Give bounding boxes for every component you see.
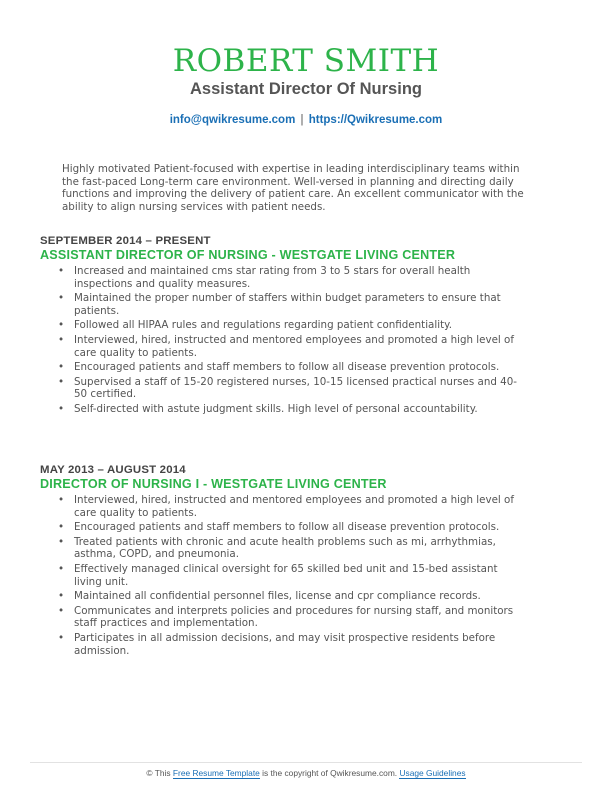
usage-guidelines-link[interactable]: Usage Guidelines [399,768,466,778]
list-item [58,376,528,401]
bullet-text: Supervised a staff of 15-20 registered nurses, 10-15 licensed practical nurses and 40-50 certified. [74,375,517,401]
list-item [58,361,528,374]
list-item [58,521,528,534]
list-item [58,319,528,332]
list-item [58,563,528,588]
footer [0,768,612,778]
bullet-text: Encouraged patients and staff members to follow all disease prevention protocols. [74,361,500,374]
bullet-icon: • [58,535,65,548]
bullet-icon: • [58,292,65,305]
bullet-text: Treated patients with chronic and acute health problems such as mi, arrhythmias, asthma, COPD, and pneumonia. [74,535,496,561]
job-bullets [40,494,560,657]
experience-entry-1 [40,235,560,418]
bullet-icon: • [58,375,65,388]
bullet-icon: • [58,361,65,374]
bullet-icon: • [58,333,65,346]
candidate-name: ROBERT SMITH [172,43,440,79]
job-bullets [40,265,560,416]
bullet-icon: • [58,631,65,644]
bullet-text: Self-directed with astute judgment skills. High level of personal accountability. [74,402,478,415]
list-item [58,494,528,519]
job-dates: MAY 2013 – AUGUST 2014 [40,464,186,476]
list-item [58,590,528,603]
footer-prefix: © This [146,768,171,778]
email-link[interactable]: info@qwikresume.com [169,114,296,126]
bullet-text: Maintained the proper number of staffers within budget parameters to ensure that patients. [74,292,501,317]
website-link[interactable]: https://Qwikresume.com [308,114,443,126]
list-item [58,605,528,630]
list-item [58,403,528,416]
list-item [58,632,528,657]
bullet-text: Interviewed, hired, instructed and mentored employees and promoted a high level of care quality to patients. [74,333,514,359]
bullet-icon: • [58,265,65,277]
list-item [58,536,528,561]
bullet-text: Encouraged patients and staff members to follow all disease prevention protocols. [74,521,500,534]
resume-header [0,44,612,127]
list-item [58,265,528,290]
job-role: DIRECTOR OF NURSING I - WESTGATE LIVING CENTER [40,477,387,491]
footer-middle: is the copyright of Qwikresume.com. [262,768,398,778]
bullet-text: Interviewed, hired, instructed and mentored employees and promoted a high level of care quality to patients. [74,494,514,519]
bullet-icon: • [58,562,65,575]
bullet-text: Increased and maintained cms star rating from 3 to 5 stars for overall health inspections and quality measures. [74,265,471,290]
free-resume-template-link[interactable]: Free Resume Template [172,768,260,778]
bullet-icon: • [58,402,65,415]
job-role: ASSISTANT DIRECTOR OF NURSING - WESTGATE LIVING CENTER [40,248,456,262]
bullet-icon: • [58,494,65,506]
bullet-text: Followed all HIPAA rules and regulations regarding patient confidentiality. [74,319,453,332]
bullet-icon: • [58,521,65,534]
candidate-title: Assistant Director Of Nursing [190,80,422,98]
contact-line [0,113,612,127]
footer-divider [30,762,582,763]
bullet-text: Maintained all confidential personnel files, license and cpr compliance records. [74,590,481,603]
list-item [58,292,528,317]
bullet-icon: • [58,590,65,603]
experience-entry-2 [40,464,560,659]
bullet-text: Participates in all admission decisions, and may visit prospective residents before admission. [74,631,496,657]
bullet-text: Effectively managed clinical oversight for 65 skilled bed unit and 15-bed assistant living unit. [74,562,498,588]
summary-paragraph: Highly motivated Patient-focused with expertise in leading interdisciplinary teams within the fast-paced Long-term care environment. Well-versed in planning and directing daily functions and improving the delivery of patient care. An excellent communicator with the ability to align nursing services with patient needs. [62,163,524,213]
contact-separator: | [300,114,304,126]
bullet-text: Communicates and interprets policies and procedures for nursing staff, and monitors staff practices and implementation. [74,604,514,630]
list-item [58,334,528,359]
bullet-icon: • [58,319,65,332]
job-dates: SEPTEMBER 2014 – PRESENT [40,235,211,247]
bullet-icon: • [58,604,65,617]
